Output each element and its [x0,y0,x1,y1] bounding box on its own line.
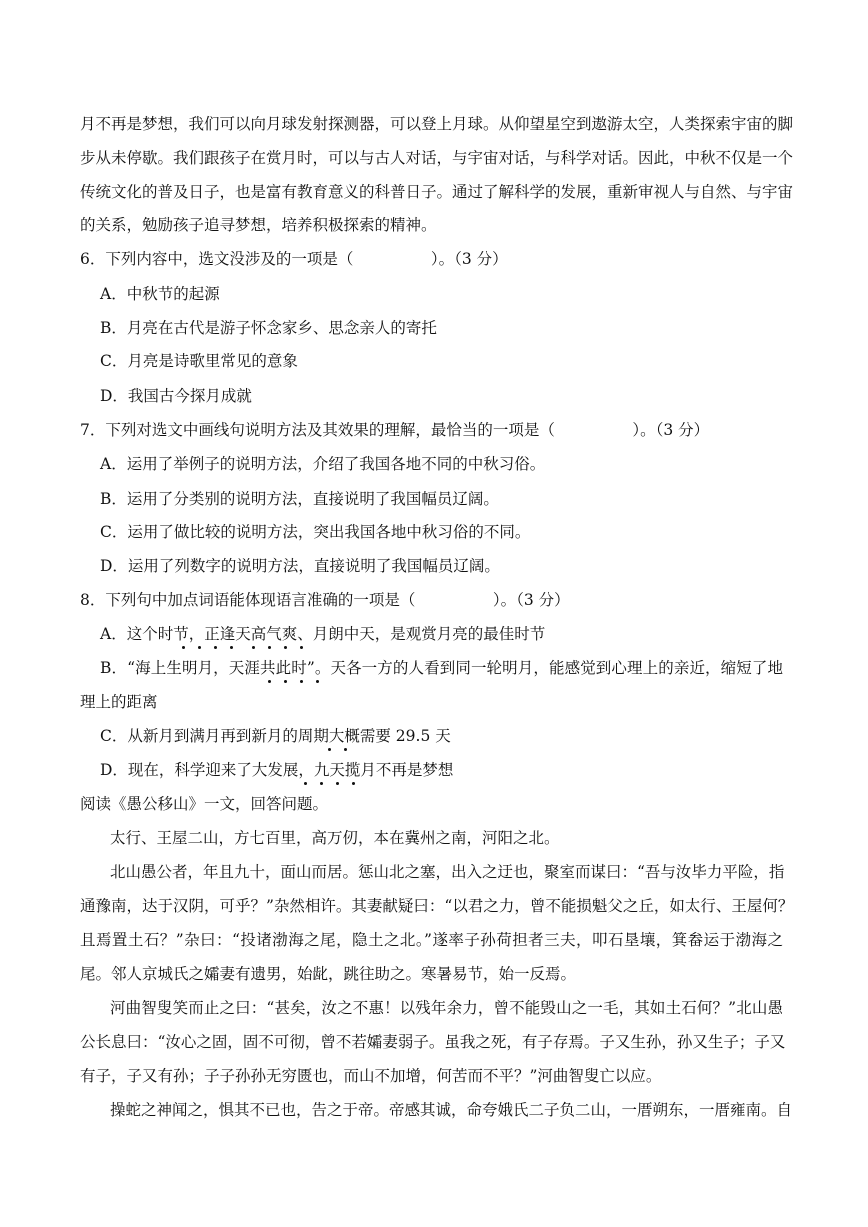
question-8-option-d: D．现在，科学迎来了大发展，九天揽月不再是梦想 [100,761,454,779]
passage-paragraph-3: 有子，子又有孙；子子孙孙无穷匮也，而山不加增，何苦而不平？”河曲智叟亡以应。 [80,1067,662,1085]
passage-line: 传统文化的普及日子，也是富有教育意义的科普日子。通过了解科学的发展，重新审视人与自然、与宇宙 [80,183,794,201]
passage-paragraph-3: 河曲智叟笑而止之曰：“甚矣，汝之不惠！以残年余力，曾不能毁山之一毛，其如土石何？”北山愚 [110,999,783,1017]
question-6-option-b: B．月亮在古代是游子怀念家乡、思念亲人的寄托 [100,319,437,337]
passage-paragraph-2: 尾。邻人京城氏之孀妻有遗男，始龀，跳往助之。寒暑易节，始一反焉。 [80,965,577,983]
passage-paragraph-1: 太行、王屋二山，方七百里，高万仞，本在冀州之南，河阳之北。 [110,829,560,847]
passage-line: 的关系，勉励孩子追寻梦想，培养积极探索的精神。 [80,216,437,234]
question-8-option-a: A．这个时节，正逢天高气爽、月朗中天，是观赏月亮的最佳时节 [100,625,546,643]
passage-line: 月不再是梦想，我们可以向月球发射探测器，可以登上月球。从仰望星空到遨游太空，人类探索宇宙的脚 [80,115,794,133]
passage-paragraph-4: 操蛇之神闻之，惧其不已也，告之于帝。帝感其诚，命夸娥氏二子负二山，一厝朔东，一厝雍南。自 [110,1101,793,1119]
emphasis-dots [176,646,316,652]
question-7-option-c: C．运用了做比较的说明方法，突出我国各地中秋习俗的不同。 [100,523,531,541]
question-8-stem: 8．下列句中加点词语能体现语言准确的一项是（ ）。（3 分） [80,591,570,609]
question-6-stem: 6．下列内容中，选文没涉及的一项是（ ）。（3 分） [80,250,508,268]
question-7-stem: 7．下列对选文中画线句说明方法及其效果的理解，最恰当的一项是（ ）。（3 分） [80,421,710,439]
passage-paragraph-2: 且焉置土石？”杂曰：“投诸渤海之尾，隐土之北。”遂率子孙荷担者三夫，叩石垦壤，箕畚运于渤海之 [80,931,783,949]
passage-line: 步从未停歇。我们跟孩子在赏月时，可以与古人对话，与宇宙对话，与科学对话。因此，中秋不仅是一个 [80,149,794,167]
question-8-option-b-cont: 理上的距离 [80,693,158,711]
question-6-option-d: D．我国古今探月成就 [100,387,252,405]
question-6-option-c: C．月亮是诗歌里常见的意象 [100,352,298,370]
passage-paragraph-3: 公长息曰：“汝心之固，固不可彻，曾不若孀妻弱子。虽我之死，有子存焉。子又生孙，孙又生子；子又 [80,1033,786,1051]
question-7-option-b: B．运用了分类别的说明方法，直接说明了我国幅员辽阔。 [100,490,499,508]
passage-paragraph-2: 北山愚公者，年且九十，面山而居。惩山北之塞，出入之迂也，聚室而谋曰：“吾与汝毕力平险，指 [110,863,785,881]
passage-paragraph-2: 通豫南，达于汉阴，可乎？”杂然相许。其妻献疑曰：“以君之力，曾不能损魁父之丘，如太行、王屋何？ [80,897,794,915]
question-6-option-a: A．中秋节的起源 [100,285,220,303]
emphasis-dots [262,680,342,686]
question-8-option-b: B．“海上生明月，天涯共此时”。天各一方的人看到同一轮明月，能感觉到心理上的亲近，缩短了地 [100,659,783,677]
question-8-option-c: C．从新月到满月再到新月的周期大概需要 29.5 天 [100,727,451,745]
emphasis-dots [298,782,368,788]
question-7-option-a: A．运用了举例子的说明方法，介绍了我国各地不同的中秋习俗。 [100,455,546,473]
question-7-option-d: D．运用了列数字的说明方法，直接说明了我国幅员辽阔。 [100,557,500,575]
reading-instruction: 阅读《愚公移山》一文，回答问题。 [80,795,329,813]
emphasis-dots [322,748,362,754]
